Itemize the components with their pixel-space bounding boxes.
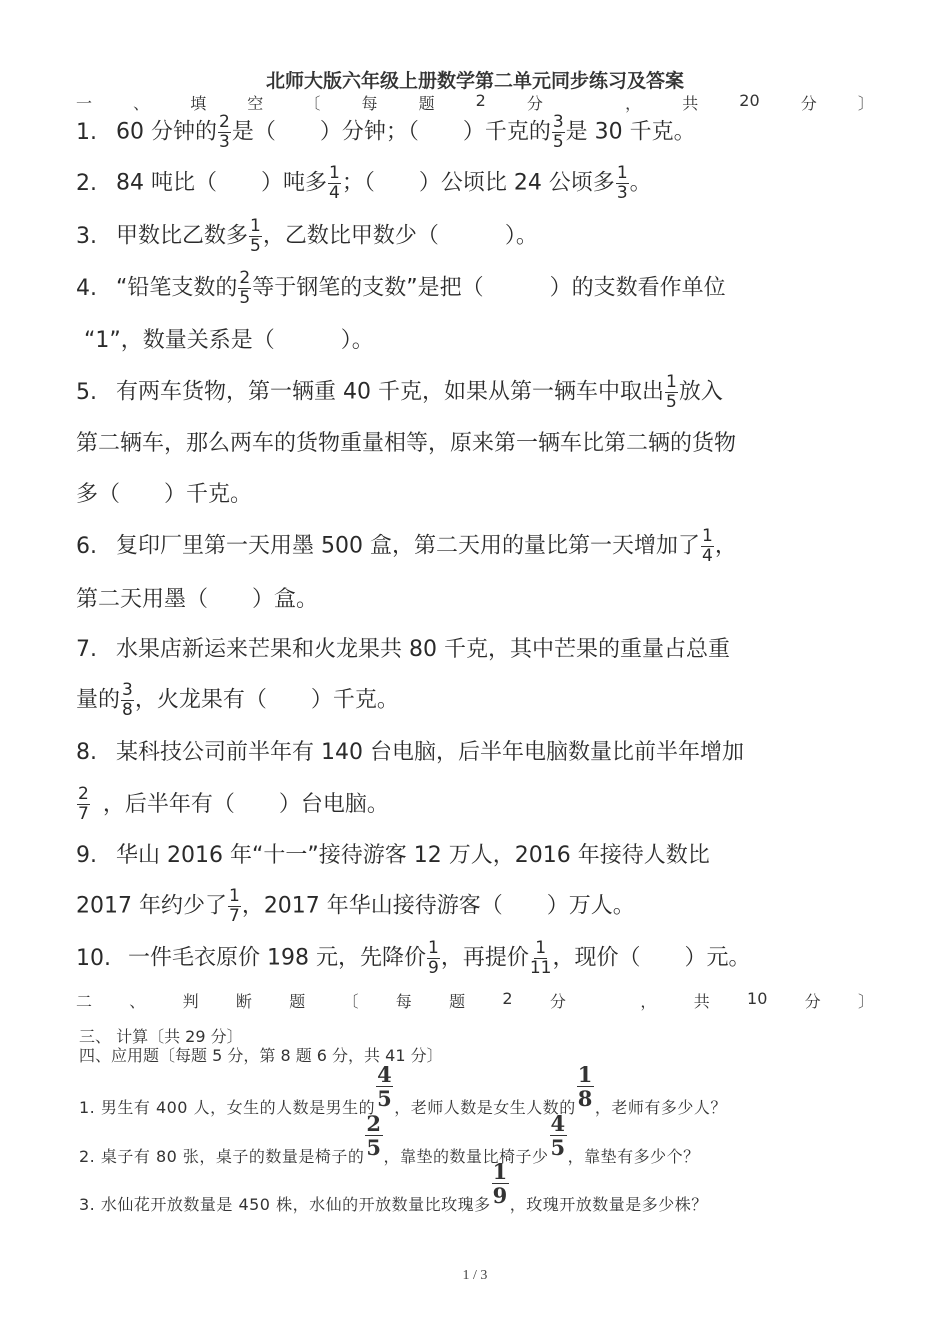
question-8-line-2: $\frac{2}{7}$ ，后半年有（ ）台电脑。 <box>78 784 389 824</box>
question-2: 2. 84 吨比（ ）吨多 $\frac{1}{4}$ ；（ ）公顷比 24 公顷多 $\frac{1}{3}$ 。 <box>76 163 652 203</box>
fraction: $\frac{1}{9}$ <box>492 1159 508 1208</box>
fraction: $\frac{2}{5}$ <box>239 268 251 308</box>
question-9-line-2: 2017 年约少了 $\frac{1}{7}$ ，2017 年华山接待游客（ ）万人。 <box>76 886 635 926</box>
heading-char: 题 <box>418 94 435 113</box>
heading-char: 分 <box>549 992 566 1011</box>
fraction: $\frac{1}{9}$ <box>427 938 439 978</box>
heading-char: ， <box>625 94 642 113</box>
heading-char: 每 <box>361 94 378 113</box>
fraction: $\frac{1}{5}$ <box>250 216 261 256</box>
fraction: $\frac{1}{3}$ <box>616 163 628 203</box>
question-6-line-2: 第二天用墨（ ）盒。 <box>76 587 319 612</box>
application-1: 1. 男生有 400 人，女生的人数是男生的 $\frac{4}{5}$ ，老师人数是女生人数的 $\frac{1}{8}$ ，老师有多少人？ <box>79 1062 727 1117</box>
fraction: $\frac{4}{5}$ <box>550 1111 566 1160</box>
heading-char: 填 <box>190 94 207 113</box>
heading-char: 二 <box>76 992 93 1011</box>
application-3: 3. 水仙花开放数量是 450 株，水仙的开放数量比玫瑰多 $\frac{1}{9}$ ，玫瑰开放数量是多少株？ <box>79 1159 708 1214</box>
section-1-heading <box>76 91 874 114</box>
section-4-heading: 四、应用题〔每题 5 分，第 8 题 6 分，共 41 分〕 <box>79 1046 443 1065</box>
heading-char: 共 <box>693 992 710 1011</box>
heading-char: 一 <box>76 94 93 113</box>
fraction: $\frac{2}{3}$ <box>219 112 230 152</box>
fraction: $\frac{2}{7}$ <box>78 784 89 824</box>
heading-char: 空 <box>247 94 264 113</box>
document-title: 北师大版六年级上册数学第二单元同步练习及答案 <box>265 70 684 92</box>
fraction: $\frac{4}{5}$ <box>377 1062 393 1111</box>
question-3: 3. 甲数比乙数多 $\frac{1}{5}$ ，乙数比甲数少（ ）。 <box>76 216 538 256</box>
heading-char: 〕 <box>857 94 874 113</box>
question-4: 4. “铅笔支数的 $\frac{2}{5}$ 等于钢笔的支数”是把（ ）的支数看作单位 <box>76 268 726 308</box>
question-7: 7. 水果店新运来芒果和火龙果共 80 千克，其中芒果的重量占总重 <box>76 637 730 662</box>
heading-char: 20 <box>739 91 760 110</box>
question-8: 8. 某科技公司前半年有 140 台电脑，后半年电脑数量比前半年增加 <box>76 740 744 765</box>
fraction: $\frac{1}{4}$ <box>701 526 713 566</box>
heading-char: 分 <box>526 94 543 113</box>
fraction: $\frac{1}{7}$ <box>228 886 240 926</box>
heading-char: 分 <box>800 94 817 113</box>
question-5-line-3: 多（ ）千克。 <box>76 482 253 507</box>
heading-char: 、 <box>129 992 146 1011</box>
heading-char: 题 <box>449 992 466 1011</box>
heading-char: 〕 <box>857 992 874 1011</box>
fraction: $\frac{2}{5}$ <box>366 1111 382 1160</box>
fraction: $\frac{1}{8}$ <box>577 1062 593 1111</box>
heading-char: 题 <box>289 992 306 1011</box>
question-10: 10. 一件毛衣原价 198 元，先降价 $\frac{1}{9}$ ，再提价 $\frac{1}{11}$ ，现价（ ）元。 <box>76 938 751 978</box>
question-5: 5. 有两车货物，第一辆重 40 千克，如果从第一辆车中取出 $\frac{1}{5}$ 放入 <box>76 372 723 412</box>
heading-char: 分 <box>804 992 821 1011</box>
heading-char: 2 <box>475 91 486 110</box>
heading-char: ， <box>640 992 657 1011</box>
heading-char: 判 <box>182 992 199 1011</box>
heading-char: 共 <box>682 94 699 113</box>
heading-char: 2 <box>502 989 513 1008</box>
fraction: $\frac{3}{5}$ <box>552 112 564 152</box>
question-4-line-2: “1”，数量关系是（ ）。 <box>84 328 374 353</box>
heading-char: 每 <box>395 992 412 1011</box>
section-3-heading: 三、 计算〔共 29 分〕 <box>79 1027 243 1046</box>
heading-char: 、 <box>133 94 150 113</box>
question-9: 9. 华山 2016 年“十一”接待游客 12 万人，2016 年接待人数比 <box>76 843 710 868</box>
question-5-line-2: 第二辆车，那么两车的货物重量相等，原来第一辆车比第二辆的货物 <box>76 431 737 456</box>
fraction: $\frac{3}{8}$ <box>122 680 133 720</box>
application-2: 2. 桌子有 80 张，桌子的数量是椅子的 $\frac{2}{5}$ ，靠垫的数量比椅子少 $\frac{4}{5}$ ，靠垫有多少个？ <box>79 1111 700 1166</box>
heading-char: 断 <box>235 992 252 1011</box>
heading-char: 〔 <box>342 992 359 1011</box>
question-7-line-2: 量的 $\frac{3}{8}$ ，火龙果有（ ）千克。 <box>76 680 399 720</box>
fraction: $\frac{1}{4}$ <box>329 163 340 203</box>
question-6: 6. 复印厂里第一天用墨 500 盒，第二天用的量比第一天增加了 $\frac{1}{4}$ ， <box>76 526 737 566</box>
section-2-heading <box>76 989 874 1012</box>
fraction: $\frac{1}{11}$ <box>529 938 552 978</box>
heading-char: 10 <box>747 989 768 1008</box>
question-1: 1. 60 分钟的 $\frac{2}{3}$ 是（ ）分钟；（ ）千克的 $\frac{3}{5}$ 是 30 千克。 <box>76 112 696 152</box>
fraction: $\frac{1}{5}$ <box>665 372 677 412</box>
page-number: 1 / 3 <box>462 1268 488 1283</box>
heading-char: 〔 <box>304 94 321 113</box>
